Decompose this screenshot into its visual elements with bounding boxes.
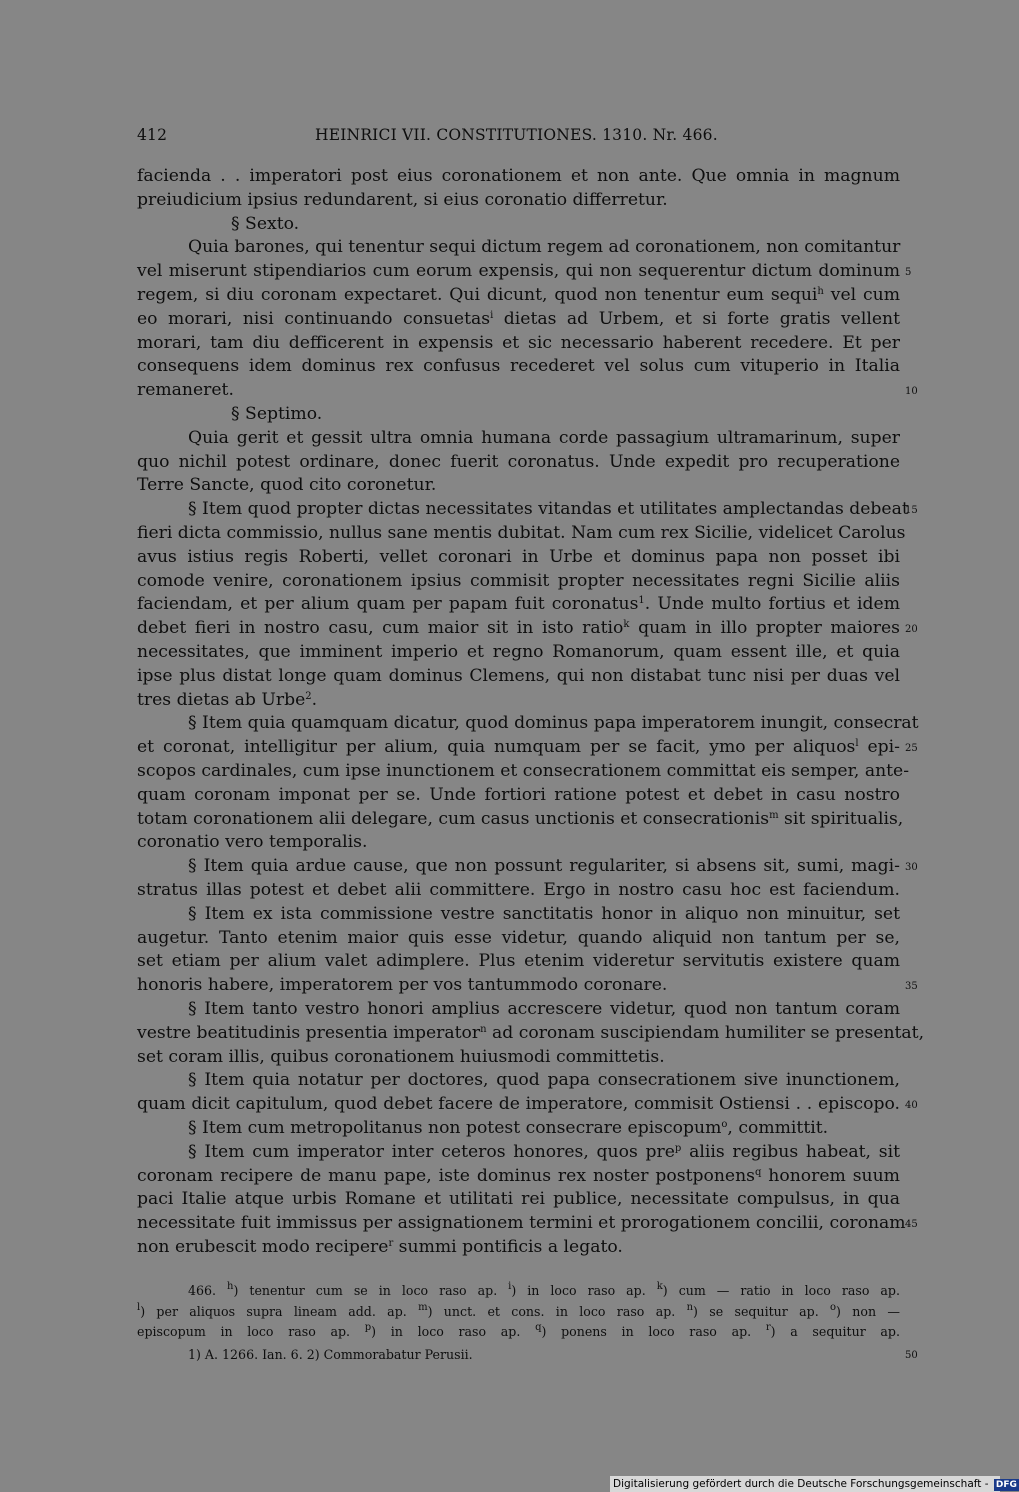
text-line: paci Italie atque urbis Romane et utilitati rei publice, necessitate compulsus, in qua <box>137 1189 900 1210</box>
line-number: 50 <box>905 1350 918 1361</box>
historical-note-line: 1) A. 1266. Ian. 6. 2) Commorabatur Perusii. <box>188 1347 473 1362</box>
footnote-marker: h <box>227 1281 234 1292</box>
running-title: HEINRICI VII. CONSTITUTIONES. 1310. Nr. 466. <box>315 126 718 144</box>
text-line: tres dietas ab Urbe$^2$. <box>137 689 318 710</box>
text-line: augetur. Tanto etenim maior quis esse videtur, quando aliquid non tantum per se, <box>137 927 900 948</box>
footnote-marker: k <box>623 619 630 631</box>
footnote-marker: i <box>490 309 494 321</box>
text-line: facienda . . imperatori post eius coronationem et non ante. Que omnia in magnum <box>137 166 900 186</box>
footnote-marker: h <box>817 286 824 297</box>
apparatus-note-line: 466. $^h$) tenentur cum se in loco raso ap. $^i$) in loco raso ap. $^k$) cum — ratio in loco raso ap. <box>188 1281 901 1298</box>
text-line: Quia gerit et gessit ultra omnia humana corde passagium ultramarinum, super <box>188 427 900 448</box>
footnote-marker: 1 <box>638 595 645 607</box>
footnote-marker: l <box>855 738 859 750</box>
text-line: necessitates, que imminent imperio et regno Romanorum, quam essent ille, et quia <box>137 642 900 662</box>
dfg-credit-text: Digitalisierung gefördert durch die Deutsche Forschungsgemeinschaft - <box>613 1478 989 1490</box>
text-line: § Item quia ardue cause, que non possunt regulariter, si absens sit, sumi, magi- <box>188 856 900 877</box>
line-number: 30 <box>905 862 918 874</box>
footnote-marker: q <box>535 1322 542 1333</box>
text-line: necessitate fuit immissus per assignationem termini et prorogationem concilii, coronam <box>137 1213 906 1234</box>
text-line: § Item cum imperator inter ceteros honores, quos pre$^p$ aliis regibus habeat, sit <box>188 1141 900 1162</box>
text-line: morari, tam diu defficerent in expensis et sic necessario haberent recedere. Et per <box>137 332 900 353</box>
footnote-marker: m <box>418 1301 428 1313</box>
text-line: § Item quia notatur per doctores, quod papa consecrationem sive inunctionem, <box>188 1070 900 1091</box>
text-line: quo nichil potest ordinare, donec fuerit coronatus. Unde expedit pro recuperatione <box>137 451 900 472</box>
text-line: ipse plus distat longe quam dominus Clemens, qui non distabat tunc nisi per duas vel <box>137 665 900 686</box>
text-line: totam coronationem alii delegare, cum casus unctionis et consecrationis$^m$ sit spiritualis, <box>137 808 904 829</box>
footnote-marker: q <box>754 1166 762 1178</box>
footnote-marker: n <box>686 1301 694 1313</box>
footnote-marker: o <box>830 1301 837 1313</box>
page-header <box>137 126 900 150</box>
footnote-marker: p <box>674 1142 682 1154</box>
dfg-credit-bar <box>610 1476 1017 1492</box>
text-line: quam coronam imponat per se. Unde fortiori ratione potest et debet in casu nostro <box>137 784 900 805</box>
footnote-marker: m <box>769 809 779 821</box>
text-line: Quia barones, qui tenentur sequi dictum regem ad coronationem, non comitantur <box>188 237 901 258</box>
text-line: et coronat, intelligitur per alium, quia numquam per se facit, ymo per aliquos$^l$ epi- <box>137 737 900 758</box>
footnote-marker: r <box>388 1238 394 1249</box>
text-line: § Item cum metropolitanus non potest consecrare episcopum$^o$, committit. <box>188 1118 829 1138</box>
apparatus-note-line: episcopum in loco raso ap. $^p$) in loco raso ap. $^q$) ponens in loco raso ap. $^r$) a sequitur ap. <box>137 1322 900 1339</box>
text-line: remaneret. <box>137 380 234 401</box>
text-line: § Item ex ista commissione vestre sanctitatis honor in aliquo non minuitur, set <box>188 903 900 924</box>
footnote-marker: l <box>137 1301 141 1313</box>
text-line: vel miserunt stipendiarios cum eorum expensis, qui non sequerentur dictum dominum <box>137 261 900 282</box>
text-line: debet fieri in nostro casu, cum maior sit in isto ratio$^k$ quam in illo propter maiores <box>137 618 900 639</box>
section-heading: § Septimo. <box>231 404 323 424</box>
text-line: honoris habere, imperatorem per vos tantummodo coronare. <box>137 975 668 996</box>
text-line: fieri dicta commissio, nullus sane mentis dubitat. Nam cum rex Sicilie, videlicet Carolus <box>137 523 906 543</box>
footnote-marker: k <box>656 1281 663 1292</box>
line-number: 40 <box>905 1100 918 1112</box>
text-line: faciendam, et per alium quam per papam fuit coronatus$^1$. Unde multo fortius et idem <box>137 594 900 615</box>
text-line: set coram illis, quibus coronationem huiusmodi committetis. <box>137 1046 665 1067</box>
text-line: non erubescit modo recipere$^r$ summi pontificis a legato. <box>137 1237 623 1257</box>
text-line: comode venire, coronationem ipsius commisit propter necessitates regni Sicilie aliis <box>137 570 900 591</box>
apparatus-note-line: $^l$) per aliquos supra lineam add. ap. $^m$) unct. et cons. in loco raso ap. $^n$) se sequitur ap. $^o$) non — <box>137 1301 900 1319</box>
text-line: quam dicit capitulum, quod debet facere de imperatore, commisit Ostiensi . . episcopo. <box>137 1094 900 1115</box>
text-line: § Item quia quamquam dicatur, quod dominus papa imperatorem inungit, consecrat <box>188 713 919 734</box>
text-line: Terre Sancte, quod cito coronetur. <box>137 475 437 496</box>
text-line: coronam recipere de manu pape, iste dominus rex noster postponens$^q$ honorem suum <box>137 1165 900 1186</box>
footnote-marker: i <box>508 1281 512 1292</box>
footnote-marker: n <box>480 1023 487 1035</box>
line-number: 45 <box>905 1219 918 1231</box>
dfg-logo: DFG <box>995 1480 1017 1490</box>
text-line: preiudicium ipsius redundarent, si eius coronatio differretur. <box>137 189 668 210</box>
text-line: coronatio vero temporalis. <box>137 832 368 853</box>
page-number: 412 <box>137 126 168 144</box>
text-line: avus istius regis Roberti, vellet coronari in Urbe et dominus papa non posset ibi <box>137 546 900 567</box>
text-line: eo morari, nisi continuando consuetas$^i$ dietas ad Urbem, et si forte gratis vellent <box>137 308 900 329</box>
text-line: consequens idem dominus rex confusus recederet vel solus cum vituperio in Italia <box>137 356 900 377</box>
line-number: 15 <box>905 505 918 517</box>
text-line: scopos cardinales, cum ipse inunctionem et consecrationem committat eis semper, ante- <box>137 761 910 781</box>
text-line: vestre beatitudinis presentia imperator$^n$ ad coronam suscipiendam humiliter se presentat, <box>137 1022 925 1043</box>
text-line: stratus illas potest et debet alii committere. Ergo in nostro casu hoc est faciendum. <box>137 880 900 900</box>
text-line: § Item tanto vestro honori amplius accrescere videtur, quod non tantum coram <box>188 999 900 1019</box>
line-number: 35 <box>905 981 918 993</box>
line-number: 10 <box>905 386 918 398</box>
line-number: 25 <box>905 743 918 755</box>
text-line: § Item quod propter dictas necessitates vitandas et utilitates amplectandas debeat <box>188 499 909 520</box>
section-heading: § Sexto. <box>231 213 300 234</box>
footnote-marker: r <box>765 1322 771 1333</box>
text-line: set etiam per alium valet adimplere. Plus etenim videretur servitutis existere quam <box>137 951 900 972</box>
footnote-marker: 2 <box>305 690 312 702</box>
text-line: regem, si diu coronam expectaret. Qui dicunt, quod non tenentur eum sequi$^h$ vel cum <box>137 285 900 305</box>
footnote-marker: p <box>364 1322 372 1333</box>
line-number: 5 <box>905 267 912 279</box>
footnote-marker: o <box>721 1119 728 1130</box>
line-number: 20 <box>905 624 918 636</box>
